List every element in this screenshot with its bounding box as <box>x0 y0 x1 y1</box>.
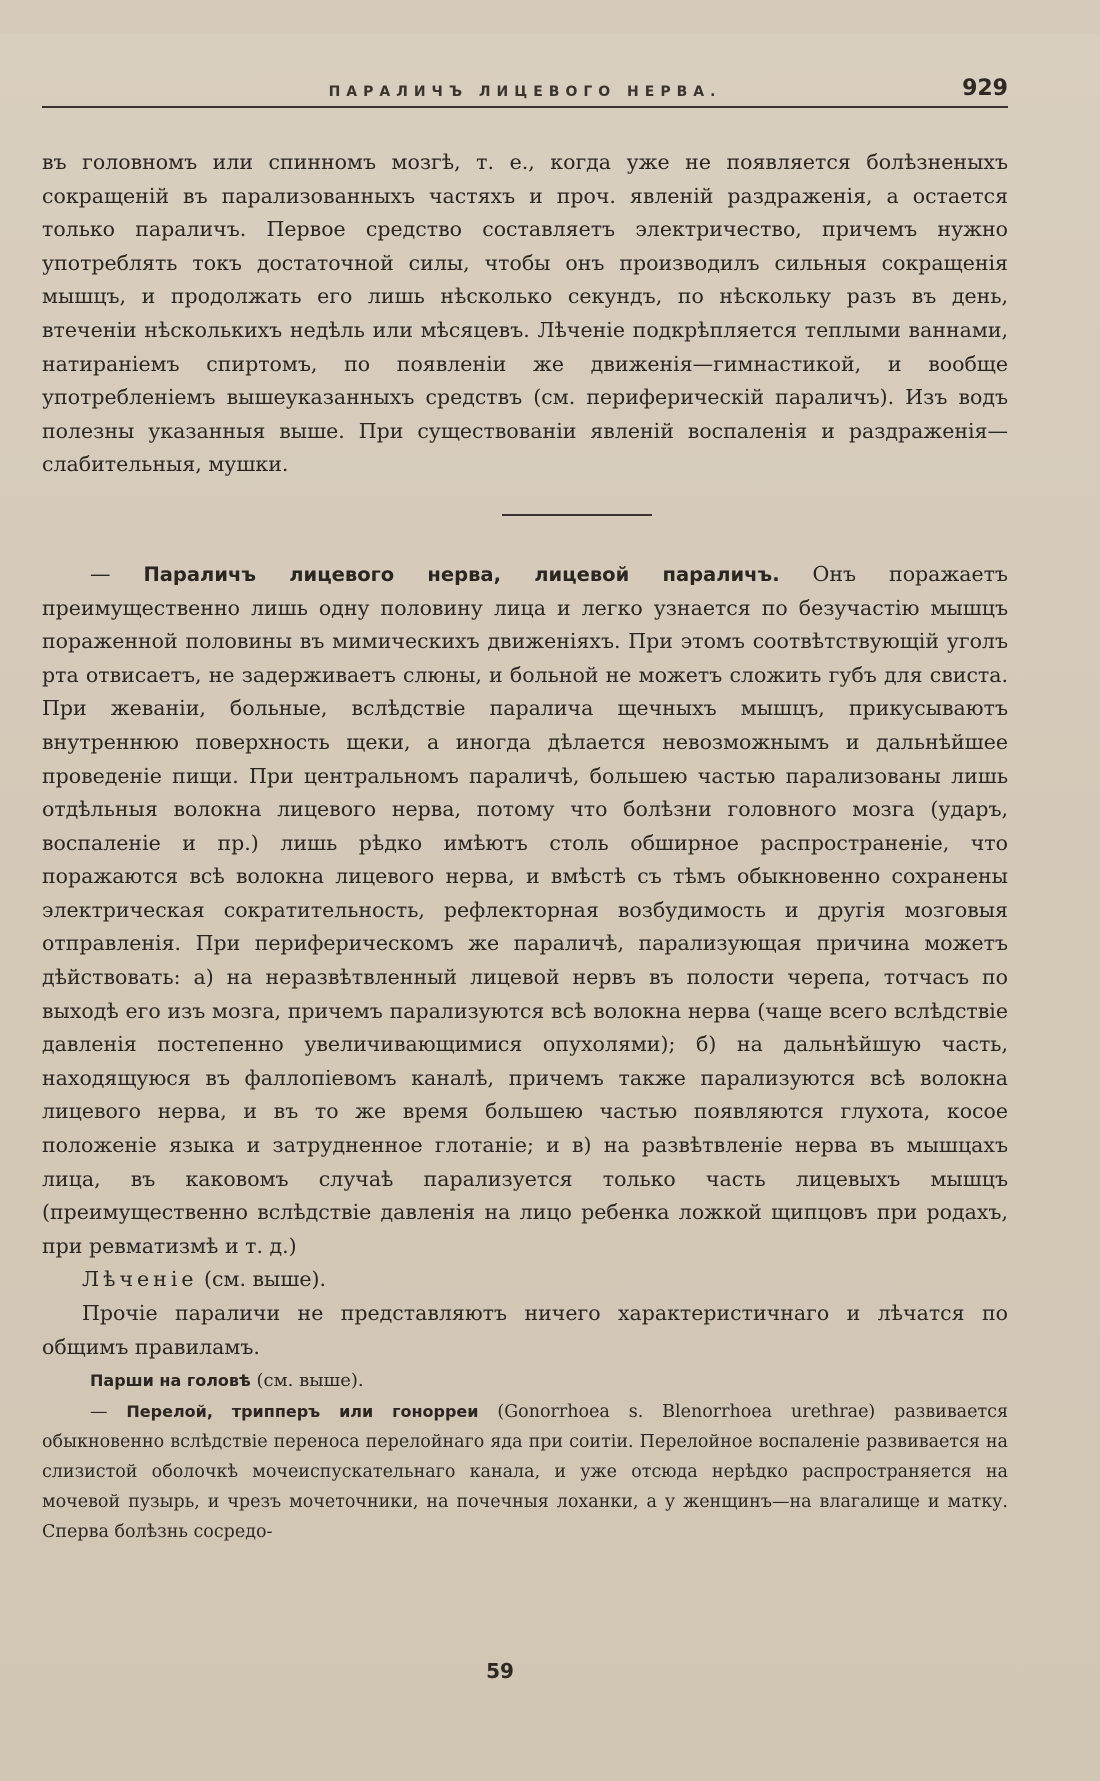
perelai-heading: Перелой, трипперъ или гонорреи <box>126 1402 479 1422</box>
others-paragraph: Прочіе параличи не представляютъ ничего характеристичнаго и лѣчатся по общимъ правиламъ. <box>42 1301 1008 1359</box>
article-facial-paralysis <box>42 558 1008 1263</box>
page-number: 929 <box>962 76 1008 101</box>
signature-mark: 59 <box>486 1659 514 1683</box>
page-header <box>42 34 1008 108</box>
treatment-label: Лѣченіе <box>82 1267 198 1292</box>
parshi-entry <box>42 1364 1008 1397</box>
treatment-text: (см. выше). <box>197 1267 327 1292</box>
section-divider <box>502 514 652 516</box>
perelai-entry <box>42 1397 1008 1547</box>
running-title: ПАРАЛИЧЪ ЛИЦЕВОГО НЕРВА. <box>328 84 722 100</box>
article-body: Онъ поражаетъ преимущественно лишь одну половину лица и легко узнается по безучастію мышцъ пораженной половины въ мимическихъ движеніяхъ. При этомъ соотвѣтствующій уголъ рта отвисаетъ, не задерживаетъ слюны, и больной не можетъ сложить губъ для свиста. При жеваніи, больные, вслѣдствіе паралича щечныхъ мышцъ, прикусываютъ внутреннюю поверхность щеки, а иногда дѣлается невозможнымъ и дальнѣйшее проведеніе пищи. При центральномъ параличѣ, большею частью парализованы лишь отдѣльныя волокна лицевого нерва, потому что болѣзни головного мозга (ударъ, воспаленіе и пр.) лишь рѣдко имѣютъ столь обширное распространеніе, что поражаются всѣ волокна лицевого нерва, и вмѣстѣ съ тѣмъ обыкновенно сохранены электрическая сократительность, рефлекторная возбудимость и другія мозговыя отправленія. При периферическомъ же параличѣ, парализующая причина можетъ дѣйствовать: а) на неразвѣтвленный лицевой нервъ въ полости черепа, тотчасъ по выходѣ его изъ мозга, причемъ парализуются всѣ волокна нерва (чаще всего вслѣдствіе давленія постепенно увеличивающимися опухолями); б) на дальнѣйшую часть, находящуюся въ фаллопіевомъ каналѣ, причемъ также парализуются всѣ волокна лицевого нерва, и въ то же время большею частью появляются глухота, косое положеніе языка и затрудненное глотаніе; и в) на развѣтвленіе нерва въ мышцахъ лица, въ каковомъ случаѣ парализуется только часть лицевыхъ мышцъ (преимущественно вслѣдствіе давленія на лицо ребенка ложкой щипцовъ при родахъ, при ревматизмѣ и т. д.) <box>42 561 1008 1258</box>
perelai-body: (Gonorrhoea s. Blenorrhoea urethrae) развивается обыкновенно вслѣдствіе переноса перелойнаго яда при соитіи. Перелойное воспаленіе развивается на слизистой оболочкѣ мочеиспускательнаго канала, и уже отсюда нерѣдко распространяется на мочевой пузырь, и чрезъ мочеточники, на почечныя лоханки, а у женщинъ—на влагалище и матку. Сперва болѣзнь сосредо- <box>42 1402 1008 1543</box>
perelai-dash: — <box>90 1402 127 1423</box>
paragraph-continuation: въ головномъ или спинномъ мозгѣ, т. е., когда уже не появляется болѣзненыхъ сокращеній въ парализованныхъ частяхъ и проч. явленій раздраженія, а остается только параличъ. Первое средство составляетъ электричество, причемъ нужно употреблять токъ достаточной силы, чтобы онъ производилъ сильныя сокращенія мышцъ, и продолжать его лишь нѣсколько секундъ, по нѣскольку разъ въ день, втеченіи нѣсколькихъ недѣль или мѣсяцевъ. Лѣченіе подкрѣпляется теплыми ваннами, натираніемъ спиртомъ, по появленіи же движенія—гимнастикой, и вообще употребленіемъ вышеуказанныхъ средствъ (см. периферическій параличъ). Изъ водъ полезны указанныя выше. При существованіи явленій воспаленія и раздраженія—слабительныя, мушки. <box>42 150 1008 477</box>
parshi-heading: Парши на головѣ <box>90 1371 251 1391</box>
book-page <box>0 34 1100 1781</box>
treatment-line <box>42 1263 1008 1297</box>
article-dash: — <box>90 561 144 586</box>
article-heading: Параличъ лицевого нерва, лицевой параличъ. <box>143 562 780 586</box>
parshi-text: (см. выше). <box>250 1370 364 1392</box>
